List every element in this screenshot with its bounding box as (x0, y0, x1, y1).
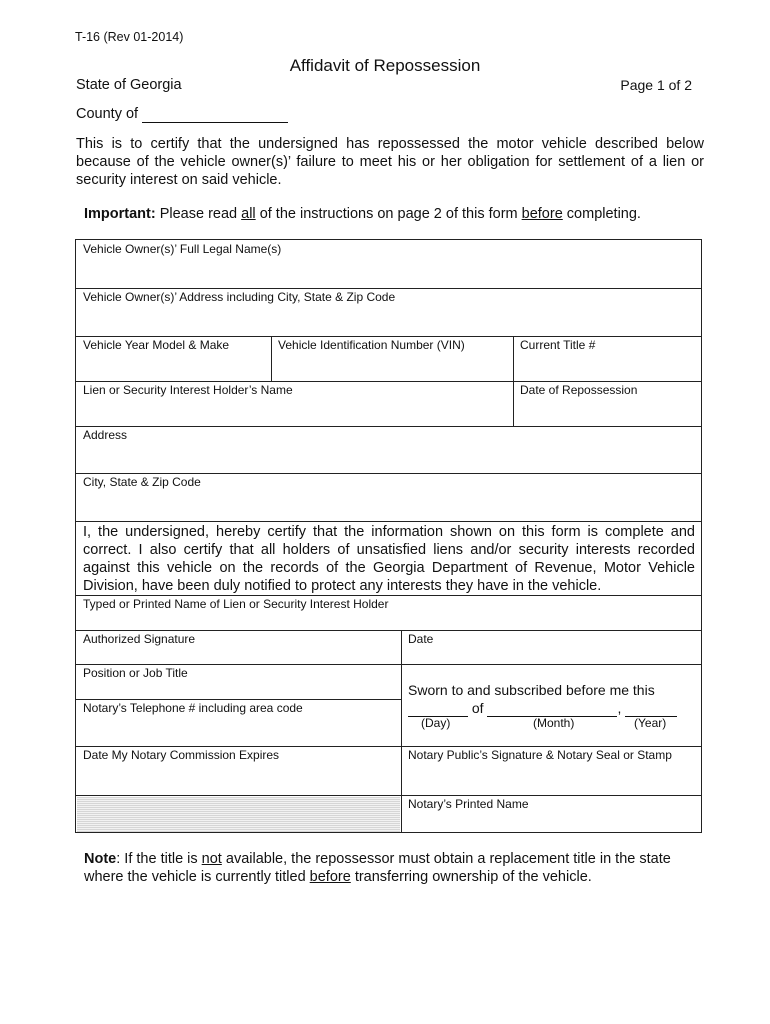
title-number-field[interactable]: Current Title # (520, 338, 596, 352)
important-label: Important: (84, 206, 156, 222)
city-state-zip-field[interactable]: City, State & Zip Code (83, 475, 201, 489)
sworn-text: Sworn to and subscribed before me this (408, 682, 655, 698)
state-label: State of Georgia (76, 77, 182, 93)
important-post: completing. (566, 206, 641, 222)
intro-text: This is to certify that the undersigned has repossessed the motor vehicle described below because of the vehicle owner(s)’ failure to meet his or her obligation for settlement of a lien or security interest on said vehicle. (76, 136, 704, 188)
important-before: before (521, 206, 563, 222)
sworn-day-caption: (Day) (421, 716, 451, 730)
position-field[interactable]: Position or Job Title (83, 666, 188, 680)
address-field[interactable]: Address (83, 428, 128, 442)
notary-printed-name-field[interactable]: Notary’s Printed Name (408, 797, 529, 811)
important-notice (84, 206, 641, 222)
year-model-make-field[interactable]: Vehicle Year Model & Make (83, 338, 230, 352)
form-grid (75, 239, 702, 833)
county-field[interactable] (76, 106, 288, 123)
lien-holder-name-field[interactable]: Lien or Security Interest Holder’s Name (83, 383, 293, 397)
certification-text: I, the undersigned, hereby certify that the information shown on this form is complete and correct. I also certify that all holders of unsatisfied liens and/or security interests recorded against this vehicle on the records of the Georgia Department of Revenue, Motor Vehicle Division, have been duly notified to protect any interests they have in the vehicle. (83, 524, 695, 594)
repossession-date-field[interactable]: Date of Repossession (520, 383, 638, 397)
note-text (84, 850, 704, 886)
commission-expires-field[interactable]: Date My Notary Commission Expires (83, 748, 280, 762)
sworn-day-blank[interactable] (408, 700, 468, 717)
note-before: before (309, 869, 351, 885)
sworn-year-blank[interactable] (625, 700, 677, 717)
notary-signature-field[interactable]: Notary Public’s Signature & Notary Seal or Stamp (408, 748, 672, 762)
form-code: T-16 (Rev 01-2014) (75, 30, 184, 44)
important-mid: of the instructions on page 2 of this form (259, 206, 518, 222)
page-number: Page 1 of 2 (620, 77, 692, 93)
sworn-month-caption: (Month) (533, 716, 575, 730)
owner-name-field[interactable]: Vehicle Owner(s)’ Full Legal Name(s) (83, 242, 282, 256)
note-label: Note (84, 851, 117, 867)
date-field[interactable]: Date (408, 632, 434, 646)
page-title: Affidavit of Repossession (289, 56, 481, 75)
note-not: not (201, 851, 222, 867)
note-post: transferring ownership of the vehicle. (350, 869, 592, 885)
sworn-date-line[interactable]: of , (408, 700, 677, 717)
printed-name-field[interactable]: Typed or Printed Name of Lien or Security Interest Holder (83, 597, 389, 611)
sworn-of: of (471, 700, 484, 716)
county-label: County of (76, 106, 139, 122)
important-all: all (241, 206, 256, 222)
important-pre: Please read (159, 206, 238, 222)
vin-field[interactable]: Vehicle Identification Number (VIN) (278, 338, 465, 352)
owner-address-field[interactable]: Vehicle Owner(s)’ Address including City, State & Zip Code (83, 290, 396, 304)
note-mid: available, the repossessor must obtain a replacement title in the state where the vehicle is currently titled (84, 851, 671, 885)
notary-phone-field[interactable]: Notary’s Telephone # including area code (83, 701, 303, 715)
sworn-year-caption: (Year) (634, 716, 667, 730)
authorized-signature-field[interactable]: Authorized Signature (83, 632, 196, 646)
sworn-month-blank[interactable] (487, 700, 617, 717)
note-pre: : If the title is (116, 851, 198, 867)
county-blank[interactable] (142, 106, 288, 123)
shaded-area (77, 797, 400, 832)
